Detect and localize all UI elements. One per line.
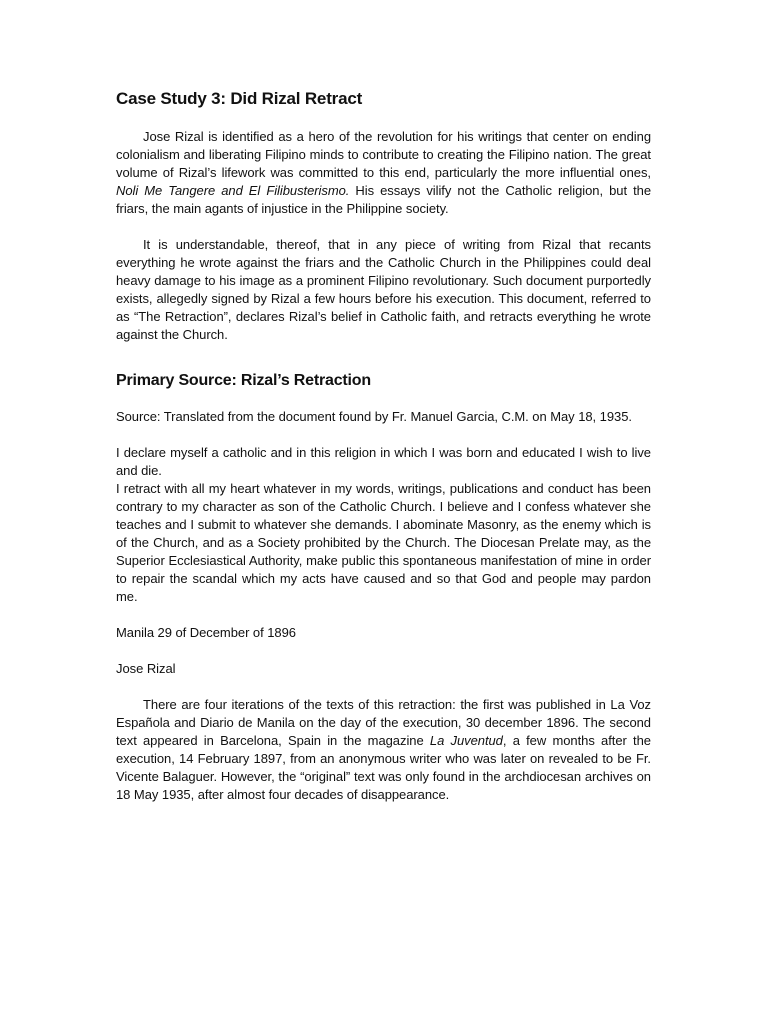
paragraph-iterations-italic: La Juventud bbox=[429, 733, 503, 748]
paragraph-iterations-text: There are four iterations of the texts of this retraction: the first was published in La Voz Española and Diario de Manila on the day of the execution, 30 december 1896. The second text appeared in Barcelona, Spain in the magazine bbox=[116, 697, 651, 748]
retraction-body: I retract with all my heart whatever in my words, writings, publications and conduct has been contrary to my character as son of the Catholic Church. I believe and I confess whatever she teaches and I submit to whatever she demands. I abominate Masonry, as the enemy which is of the Church, and as a Society prohibited by the Church. The Diocesan Prelate may, as the Superior Ecclesiastical Authority, make public this spontaneous manifestation of mine in order to repair the scandal which my acts have caused and so that God and people may pardon me. bbox=[116, 481, 651, 604]
spacer bbox=[116, 426, 651, 444]
dateline: Manila 29 of December of 1896 bbox=[116, 625, 296, 640]
paragraph-intro-text: Jose Rizal is identified as a hero of the revolution for his writings that center on ending colonialism and liberating Filipino minds to contribute to creating the Filipino nation. The great volume of Rizal’s lifework was committed to this end, particularly the more influential ones, bbox=[116, 129, 651, 180]
paragraph-intro-text-end: His essays vilify not the Catholic religion, but the friars, the main agants of injustice in the Philippine society. bbox=[116, 183, 651, 216]
paragraph-intro-italic: Noli Me Tangere and El Filibusterismo. bbox=[116, 183, 350, 198]
signature: Jose Rizal bbox=[116, 661, 176, 676]
spacer bbox=[116, 678, 651, 696]
paragraph-iterations-text-end: , a few months after the execution, 14 February 1897, from an anonymous writer who was later on revealed to be Fr. Vicente Balaguer. However, the “original” text was only found in the archdiocesan archives on 18 May 1935, after almost four decades of disappearance. bbox=[116, 733, 651, 802]
paragraph-iterations bbox=[116, 696, 651, 804]
document-title: Case Study 3: Did Rizal Retract bbox=[116, 89, 363, 108]
spacer bbox=[116, 218, 651, 236]
spacer bbox=[116, 642, 651, 660]
spacer bbox=[116, 606, 651, 624]
section-heading: Primary Source: Rizal’s Retraction bbox=[116, 372, 371, 389]
source-line: Source: Translated from the document found by Fr. Manuel Garcia, C.M. on May 18, 1935. bbox=[116, 409, 632, 424]
retraction-declaration: I declare myself a catholic and in this religion in which I was born and educated I wish to live and die. bbox=[116, 445, 651, 478]
paragraph-context: It is understandable, thereof, that in any piece of writing from Rizal that recants everything he wrote against the friars and the Catholic Church in the Philippines could deal heavy damage to his image as a prominent Filipino revolutionary. Such document purportedly exists, allegedly signed by Rizal a few hours before his execution. This document, referred to as “The Retraction”, declares Rizal’s belief in Catholic faith, and retracts everything he wrote against the Church. bbox=[116, 237, 651, 342]
document-body bbox=[116, 88, 651, 804]
paragraph-intro bbox=[116, 128, 651, 218]
spacer bbox=[116, 344, 651, 362]
